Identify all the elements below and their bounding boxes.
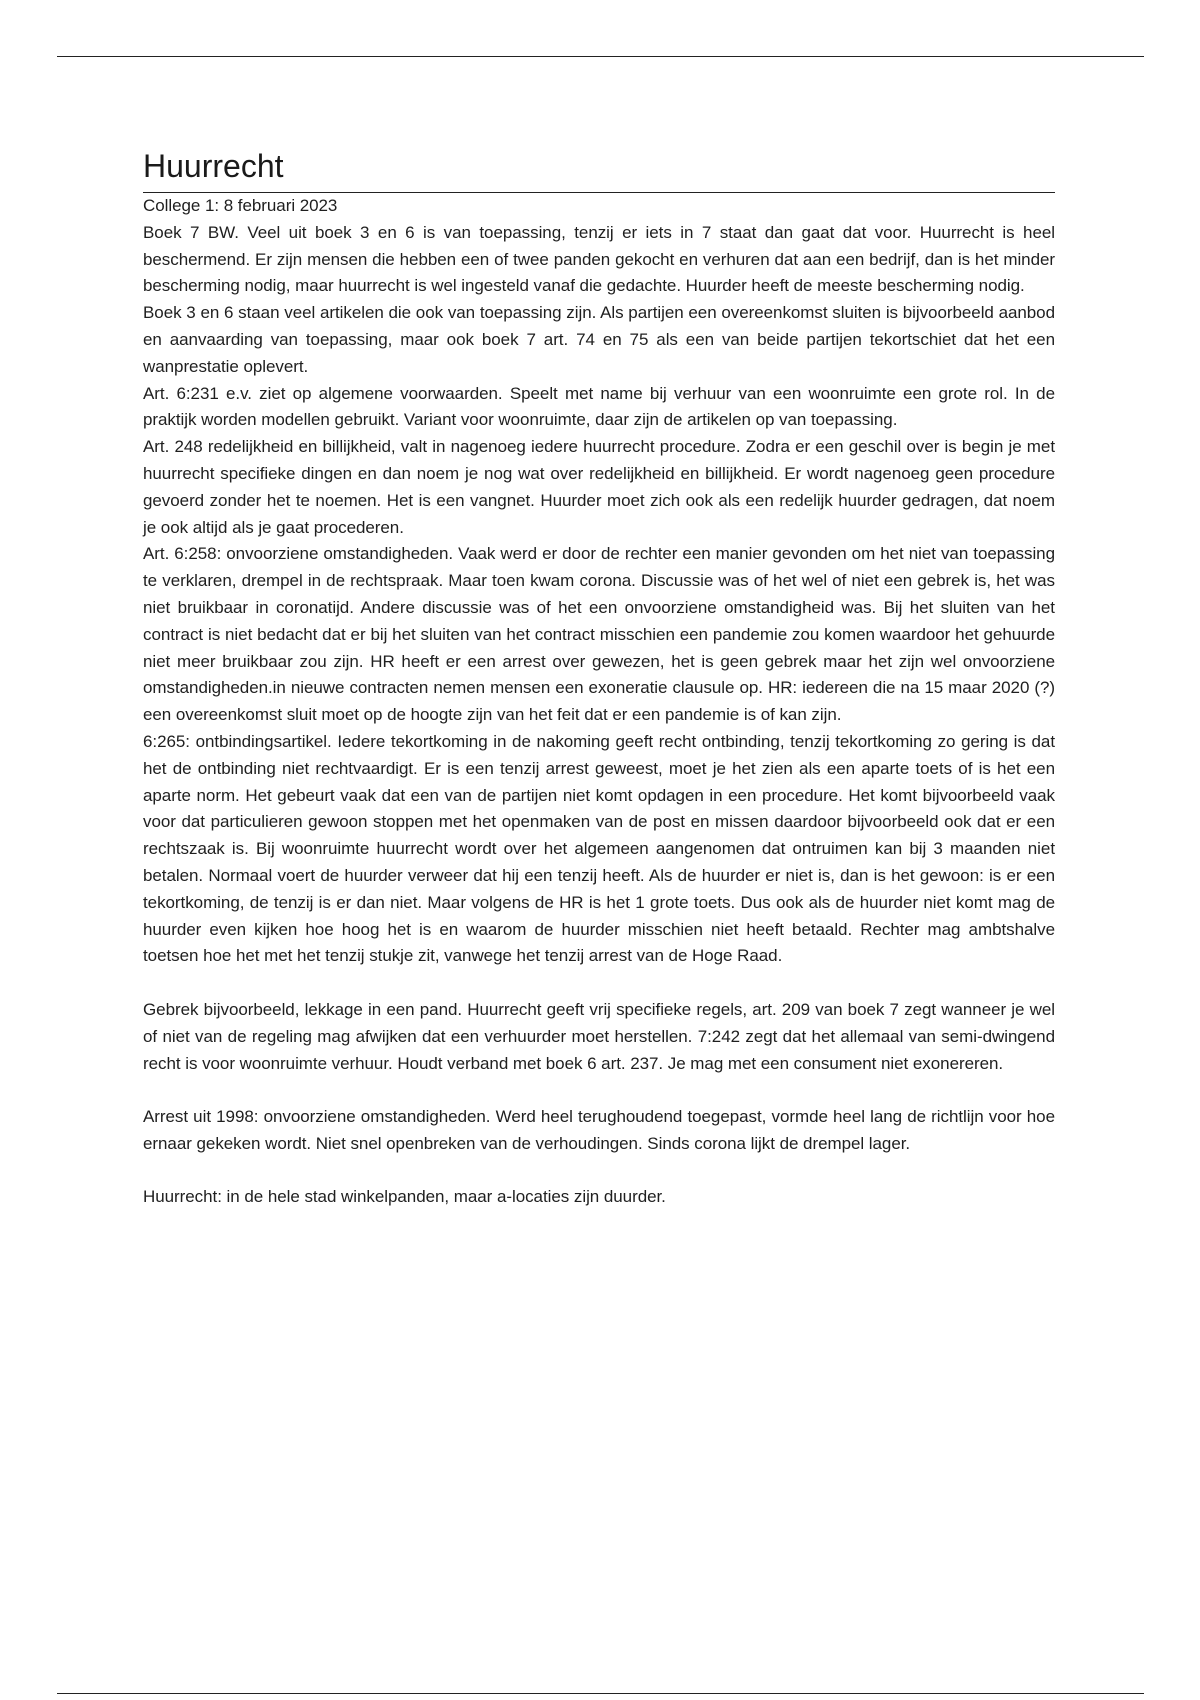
document-body [143, 142, 1055, 1211]
paragraph-onvoorziene-omstandigheden: Art. 6:258: onvoorziene omstandigheden. Vaak werd er door de rechter een manier gevonden om het niet van toepassing te verklaren, drempel in de rechtspraak. Maar toen kwam corona. Discussie was of het wel of niet een gebrek is, het was niet bruikbaar in coronatijd. Andere discussie was of het een onvoorziene omstandigheid was. Bij het sluiten van het contract is niet bedacht dat er bij het sluiten van het contract misschien een pandemie zou komen waardoor het gehuurde niet meer bruikbaar zou zijn. HR heeft er een arrest over gewezen, het is geen gebrek maar het zijn wel onvoorziene omstandigheden.in nieuwe contracten nemen mensen een exoneratie clausule op. HR: iedereen die na 15 maar 2020 (?) een overeenkomst sluit moet op de hoogte zijn van het feit dat er een pandemie is of kan zijn. [143, 544, 1055, 725]
paragraph-boek-3-en-6: Boek 3 en 6 staan veel artikelen die ook van toepassing zijn. Als partijen een overeenkomst sluiten is bijvoorbeeld aanbod en aanvaarding van toepassing, maar ook boek 7 art. 74 en 75 als een van beide partijen tekortschiet dat het een wanprestatie oplevert. [143, 303, 1055, 376]
document-title: Huurrecht [143, 142, 1055, 193]
lecture-date: College 1: 8 februari 2023 [143, 196, 338, 215]
paragraph-winkelpanden: Huurrecht: in de hele stad winkelpanden, maar a-locaties zijn duurder. [143, 1187, 666, 1207]
paragraph-arrest-1998: Arrest uit 1998: onvoorziene omstandigheden. Werd heel terughoudend toegepast, vormde heel lang de richtlijn voor hoe ernaar gekeken wordt. Niet snel openbreken van de verhoudingen. Sinds corona lijkt de drempel lager. [143, 1107, 1055, 1153]
paragraph-algemene-voorwaarden: Art. 6:231 e.v. ziet op algemene voorwaarden. Speelt met name bij verhuur van een woonruimte een grote rol. In de praktijk worden modellen gebruikt. Variant voor woonruimte, daar zijn de artikelen op van toepassing. [143, 383, 1055, 430]
paragraph-ontbindingsartikel: 6:265: ontbindingsartikel. Iedere tekortkoming in de nakoming geeft recht ontbinding, tenzij tekortkoming zo gering is dat het de ontbinding niet rechtvaardigt. Er is een tenzij arrest geweest, moet je het zien als een aparte toets of is het een aparte norm. Het gebeurt vaak dat een van de partijen niet komt opdagen in een procedure. Het komt bijvoorbeeld vaak voor dat particulieren gewoon stoppen met het openmaken van de post en missen daardoor bijvoorbeeld ook dat er een rechtszaak is. Bij woonruimte huurrecht wordt over het algemeen aangenomen dat ontruimen kan bij 3 maanden niet betalen. Normaal voert de huurder verweer dat hij een tenzij heeft. Als de huurder er niet is, dan is het gewoon: is er een tekortkoming, de tenzij is er dan niet. Maar volgens de HR is het 1 grote toets. Dus ook als de huurder niet komt mag de huurder even kijken hoe hoog het is en waarom de huurder misschien niet heeft betaald. Rechter mag ambtshalve toetsen hoe het met het tenzij stukje zit, vanwege het tenzij arrest van de Hoge Raad. [143, 731, 1055, 966]
paragraph-redelijkheid-billijkheid: Art. 248 redelijkheid en billijkheid, valt in nagenoeg iedere huurrecht procedure. Zodra er een geschil over is begin je met huurrecht specifieke dingen en dan noem je nog wat over redelijkheid en billijkheid. Er wordt nagenoeg geen procedure gevoerd zonder het te noemen. Het is een vangnet. Huurder moet zich ook als een redelijk huurder gedragen, dat noem je ook altijd als je gaat procederen. [143, 437, 1055, 537]
paragraph-boek-7: Boek 7 BW. Veel uit boek 3 en 6 is van toepassing, tenzij er iets in 7 staat dan gaat dat voor. Huurrecht is heel beschermend. Er zijn mensen die hebben een of twee panden gekocht en verhuren dat aan een bedrijf, dan is het minder bescherming nodig, maar huurrecht is wel ingesteld vanaf die gedachte. Huurder heeft de meeste bescherming nodig. [143, 222, 1055, 296]
page-footer-rule [57, 1693, 1144, 1694]
paragraph-gebrek: Gebrek bijvoorbeeld, lekkage in een pand. Huurrecht geeft vrij specifieke regels, art. 209 van boek 7 zegt wanneer je wel of niet van de regeling mag afwijken dat een verhuurder moet herstellen. 7:242 zegt dat het allemaal van semi-dwingend recht is voor woonruimte verhuur. Houdt verband met boek 6 art. 237. Je mag met een consument niet exonereren. [143, 999, 1055, 1073]
page-header-rule [57, 56, 1144, 57]
